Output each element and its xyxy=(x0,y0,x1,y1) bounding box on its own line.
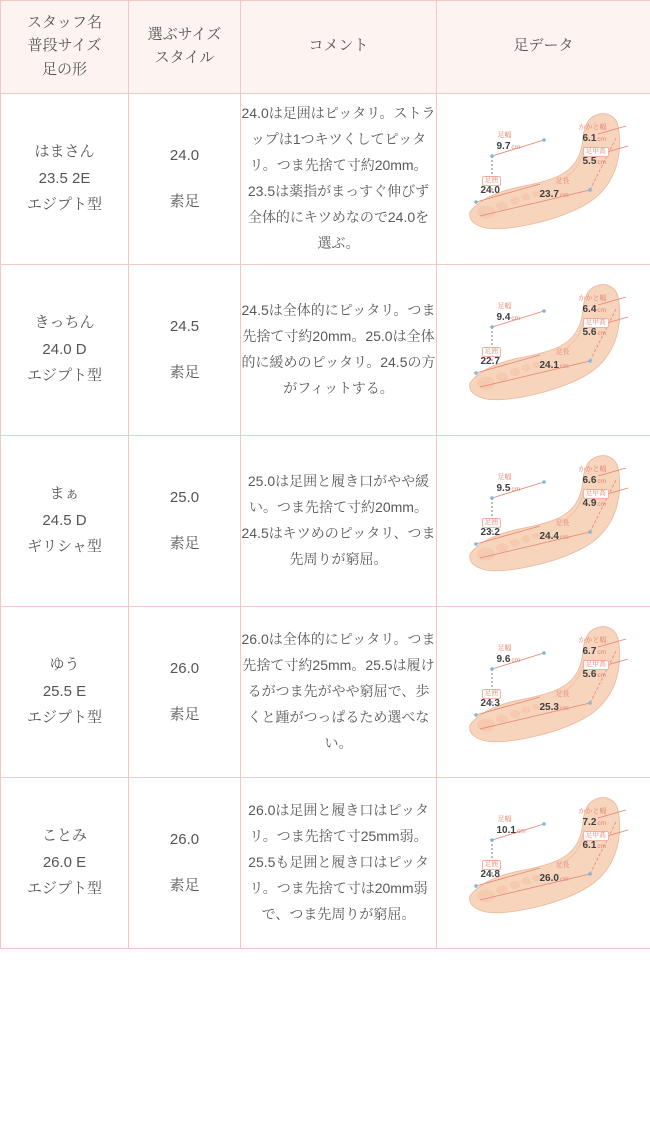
chosen-size: 24.5 xyxy=(169,317,200,335)
staff-foot-type: エジプト型 xyxy=(26,195,102,213)
staff-cell xyxy=(1,435,129,606)
foot-illustration xyxy=(440,436,648,606)
comment-cell: 26.0は全体的にピッタリ。つま先捨て寸約25mm。25.5は履けるがつま先がやや窮屈で、歩くと踵がつっぱるため選べない。 xyxy=(241,606,437,777)
column-header-staff-line-1: スタッフ名 xyxy=(26,14,102,31)
foot-length-label: 足長 xyxy=(555,690,570,698)
foot-width-label: 足幅 xyxy=(497,131,512,139)
table-row xyxy=(1,93,650,264)
foot-girth-value: 24.0 xyxy=(480,184,500,196)
foot-length-value: 24.1cm xyxy=(539,359,569,371)
foot-length-value: 25.3cm xyxy=(539,701,569,713)
foot-diagram xyxy=(440,436,648,606)
comment-cell: 24.0は足囲はピッタリ。ストラップは1つキツくしてピッタリ。つま先捨て寸約20mm。23.5は薬指がまっすぐ伸びず全体的にキツめなので24.0を選ぶ。 xyxy=(241,93,437,264)
foot-diagram xyxy=(440,607,648,777)
column-header-foot-data xyxy=(437,1,650,94)
staff-name: ことみ xyxy=(41,827,87,845)
staff-name: ゆう xyxy=(49,656,80,674)
instep-height-value: 4.9cm xyxy=(582,497,607,509)
size-cell xyxy=(129,777,241,948)
instep-height-label: 足甲高 xyxy=(583,147,609,157)
foot-width-label: 足幅 xyxy=(497,644,512,652)
staff-foot-type: エジプト型 xyxy=(26,708,102,726)
instep-height-label: 足甲高 xyxy=(583,489,609,499)
size-condition: 素足 xyxy=(169,705,200,723)
table-header xyxy=(1,1,650,94)
foot-length-label: 足長 xyxy=(555,177,570,185)
staff-foot-type: エジプト型 xyxy=(26,879,102,897)
column-header-foot-data-line-1: 足データ xyxy=(513,37,574,55)
column-header-comment-line-1: コメント xyxy=(308,37,369,55)
chosen-size: 24.0 xyxy=(169,146,200,164)
table-row xyxy=(1,606,650,777)
instep-height-label: 足甲高 xyxy=(583,831,609,841)
column-header-size xyxy=(129,1,241,94)
foot-girth-label: 足囲 xyxy=(482,518,502,528)
foot-diagram xyxy=(440,778,648,948)
staff-name: はまさん xyxy=(34,143,95,161)
heel-width-value: 7.2cm xyxy=(582,816,607,828)
foot-length-value: 24.4cm xyxy=(539,530,569,542)
foot-data-cell xyxy=(437,264,650,435)
staff-foot-type: ギリシャ型 xyxy=(27,537,102,555)
heel-width-label: かかと幅 xyxy=(578,123,607,131)
size-condition: 素足 xyxy=(169,534,200,552)
foot-data-cell xyxy=(437,606,650,777)
foot-girth-label: 足囲 xyxy=(482,860,502,870)
size-cell xyxy=(129,435,241,606)
foot-girth-value: 22.7 xyxy=(480,355,500,367)
column-header-comment xyxy=(241,1,437,94)
foot-girth-label: 足囲 xyxy=(482,347,502,357)
foot-girth-value: 24.3 xyxy=(480,697,500,709)
foot-length-label: 足長 xyxy=(555,348,570,356)
foot-width-value: 9.7cm xyxy=(496,140,521,152)
table-row xyxy=(1,777,650,948)
foot-illustration xyxy=(440,94,648,264)
heel-width-label: かかと幅 xyxy=(578,636,607,644)
foot-girth-label: 足囲 xyxy=(482,689,502,699)
foot-width-label: 足幅 xyxy=(497,815,512,823)
instep-height-value: 5.6cm xyxy=(582,668,607,680)
size-cell xyxy=(129,606,241,777)
chosen-size: 25.0 xyxy=(169,488,200,506)
instep-height-label: 足甲高 xyxy=(583,660,609,670)
heel-width-label: かかと幅 xyxy=(578,465,607,473)
heel-width-value: 6.7cm xyxy=(582,645,607,657)
heel-width-value: 6.1cm xyxy=(582,132,607,144)
staff-name: きっちん xyxy=(34,314,95,332)
foot-illustration xyxy=(440,607,648,777)
chosen-size: 26.0 xyxy=(169,830,200,848)
instep-height-label: 足甲高 xyxy=(583,318,609,328)
staff-cell xyxy=(1,264,129,435)
foot-length-label: 足長 xyxy=(555,861,570,869)
staff-usual-size: 25.5 E xyxy=(42,682,87,700)
foot-width-label: 足幅 xyxy=(497,473,512,481)
chosen-size: 26.0 xyxy=(169,659,200,677)
foot-length-value: 26.0cm xyxy=(539,872,569,884)
foot-girth-label: 足囲 xyxy=(482,176,502,186)
column-header-size-line-1: 選ぶサイズ xyxy=(147,25,222,43)
comment-cell: 25.0は足囲と履き口がやや緩い。つま先捨て寸約20mm。24.5はキツめのピッタリ、つま先周りが窮屈。 xyxy=(241,435,437,606)
instep-height-value: 5.6cm xyxy=(582,326,607,338)
size-condition: 素足 xyxy=(169,876,200,894)
table-body xyxy=(1,93,650,948)
foot-illustration xyxy=(440,265,648,435)
heel-width-value: 6.4cm xyxy=(582,303,607,315)
instep-height-value: 6.1cm xyxy=(582,839,607,851)
foot-diagram xyxy=(440,265,648,435)
foot-girth-value: 24.8 xyxy=(480,868,500,880)
staff-cell xyxy=(1,606,129,777)
size-condition: 素足 xyxy=(169,363,200,381)
comment-cell: 24.5は全体的にピッタリ。つま先捨て寸約20mm。25.0は全体的に緩めのピッタリ。24.5の方がフィットする。 xyxy=(241,264,437,435)
staff-cell xyxy=(1,777,129,948)
foot-illustration xyxy=(440,778,648,948)
column-header-staff xyxy=(1,1,129,94)
foot-diagram xyxy=(440,94,648,264)
foot-data-cell xyxy=(437,435,650,606)
staff-usual-size: 24.5 D xyxy=(42,511,87,529)
staff-usual-size: 24.0 D xyxy=(42,340,87,358)
table-row xyxy=(1,264,650,435)
foot-width-label: 足幅 xyxy=(497,302,512,310)
column-header-staff-line-3: 足の形 xyxy=(41,60,87,78)
table-row xyxy=(1,435,650,606)
size-condition: 素足 xyxy=(169,192,200,210)
foot-length-value: 23.7cm xyxy=(539,188,569,200)
foot-length-label: 足長 xyxy=(555,519,570,527)
size-cell xyxy=(129,264,241,435)
table-header-row xyxy=(1,1,650,94)
foot-width-value: 9.4cm xyxy=(496,311,521,323)
foot-width-value: 10.1cm xyxy=(496,824,526,836)
staff-usual-size: 23.5 2E xyxy=(38,169,91,187)
comment-cell: 26.0は足囲と履き口はピッタリ。つま先捨て寸25mm弱。25.5も足囲と履き口はピッタリ。つま先捨て寸は20mm弱で、つま先周りが窮屈。 xyxy=(241,777,437,948)
instep-height-value: 5.5cm xyxy=(582,155,607,167)
foot-width-value: 9.6cm xyxy=(496,653,521,665)
staff-usual-size: 26.0 E xyxy=(42,853,87,871)
foot-width-value: 9.5cm xyxy=(496,482,521,494)
staff-name: まぁ xyxy=(49,485,80,503)
staff-foot-type: エジプト型 xyxy=(26,366,102,384)
foot-girth-value: 23.2 xyxy=(480,526,500,538)
staff-cell xyxy=(1,93,129,264)
foot-data-cell xyxy=(437,777,650,948)
column-header-staff-line-2: 普段サイズ xyxy=(27,37,102,55)
column-header-size-line-2: スタイル xyxy=(154,48,215,66)
foot-data-cell xyxy=(437,93,650,264)
heel-width-label: かかと幅 xyxy=(578,807,607,815)
heel-width-value: 6.6cm xyxy=(582,474,607,486)
size-cell xyxy=(129,93,241,264)
heel-width-label: かかと幅 xyxy=(578,294,607,302)
